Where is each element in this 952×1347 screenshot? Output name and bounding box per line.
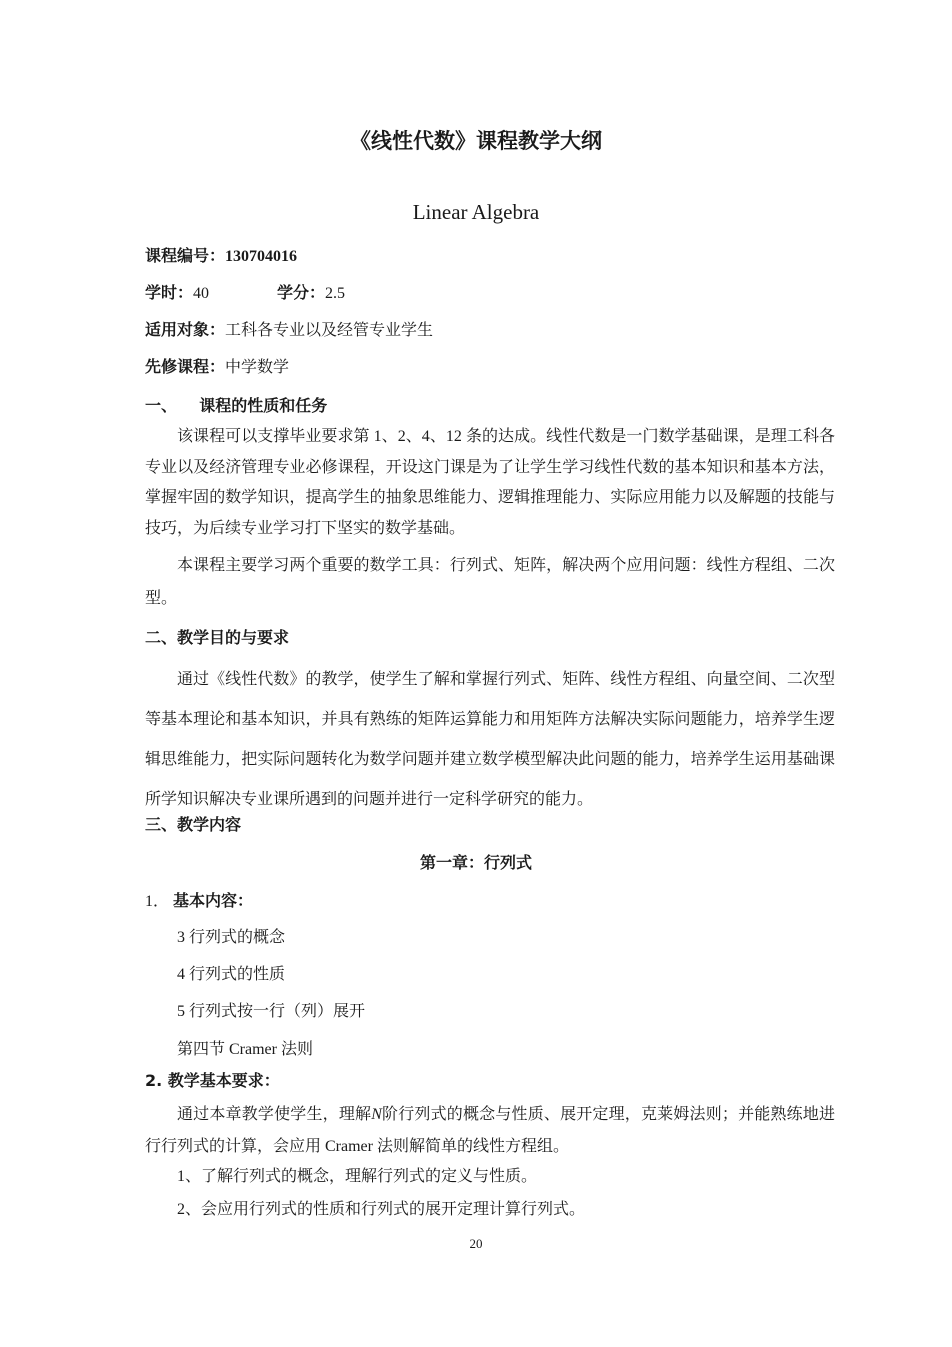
section-1-paragraph-2: 本课程主要学习两个重要的数学工具：行列式、矩阵，解决两个应用问题：线性方程组、二次型。 [145,557,835,607]
content-item: 第四节 Cramer 法则 [177,1041,313,1058]
section-3-heading: 三、教学内容 [145,815,242,834]
content-item: 5 行列式按一行（列）展开 [177,1003,366,1020]
audience-line [145,320,433,341]
audience-label: 适用对象： [145,320,226,339]
requirements-text-a: 通过本章教学使学生，理解 [177,1106,372,1123]
item-number: 1． [145,893,170,910]
page-number: 20 [469,1236,483,1251]
prereq-label: 先修课程： [145,357,226,376]
requirement-item-1: 1、了解行列式的概念，理解行列式的定义与性质。 [177,1168,538,1185]
basic-content-label: 基本内容： [173,891,254,910]
basic-content-heading [145,891,253,912]
document-subtitle: Linear Algebra [412,200,540,224]
audience-value: 工科各专业以及经管专业学生 [225,322,434,339]
course-code-line [145,246,297,267]
requirements-italic-n: N [371,1106,382,1123]
requirement-item-2: 2、会应用行列式的性质和行列式的展开定理计算行列式。 [177,1201,586,1218]
hours-label: 学时： [145,283,194,302]
requirements-text-b: 阶行列式的概念与性质、展开定理，克莱姆法则；并能熟练地进行行列式的计算，会应用 Cramer 法则解简单的线性方程组。 [145,1106,835,1155]
chapter-title: 第一章：行列式 [419,853,532,872]
content-item: 3 行列式的概念 [177,929,286,946]
hours-credits-line [145,283,345,304]
section-2-paragraph: 通过《线性代数》的教学，使学生了解和掌握行列式、矩阵、线性方程组、向量空间、二次型等基本理论和基本知识，并具有熟练的矩阵运算能力和用矩阵方法解决实际问题能力，培养学生逻辑思维能力，把实际问题转化为数学问题并建立数学模型解决此问题的能力，培养学生运用基础课所学知识解决专业课所遇到的问题并进行一定科学研究的能力。 [145,671,835,808]
hours-value: 40 [193,285,210,302]
credits-label: 学分： [277,283,326,302]
section-1-paragraph-1: 该课程可以支撑毕业要求第 1、2、4、12 条的达成。线性代数是一门数学基础课，是理工科各专业以及经济管理专业必修课程，开设这门课是为了让学生学习线性代数的基本知识和基本方法，掌握牢固的数学知识，提高学生的抽象思维能力、逻辑推理能力、实际应用能力以及解题的技能与技巧，为后续专业学习打下坚实的数学基础。 [145,428,835,537]
course-code-value: 130704016 [225,248,298,265]
requirements-paragraph [145,1099,835,1163]
section-2-heading: 二、教学目的与要求 [145,628,290,647]
content-item: 4 行列式的性质 [177,966,286,983]
credits-value: 2.5 [325,285,346,302]
document-title: 《线性代数》课程教学大纲 [350,129,602,153]
course-code-label: 课程编号： [145,246,226,265]
requirements-heading: 2. 教学基本要求： [145,1071,280,1090]
section-1-heading: 一、 课程的性质和任务 [145,396,328,415]
prereq-line [145,357,289,378]
prereq-value: 中学数学 [225,359,290,376]
